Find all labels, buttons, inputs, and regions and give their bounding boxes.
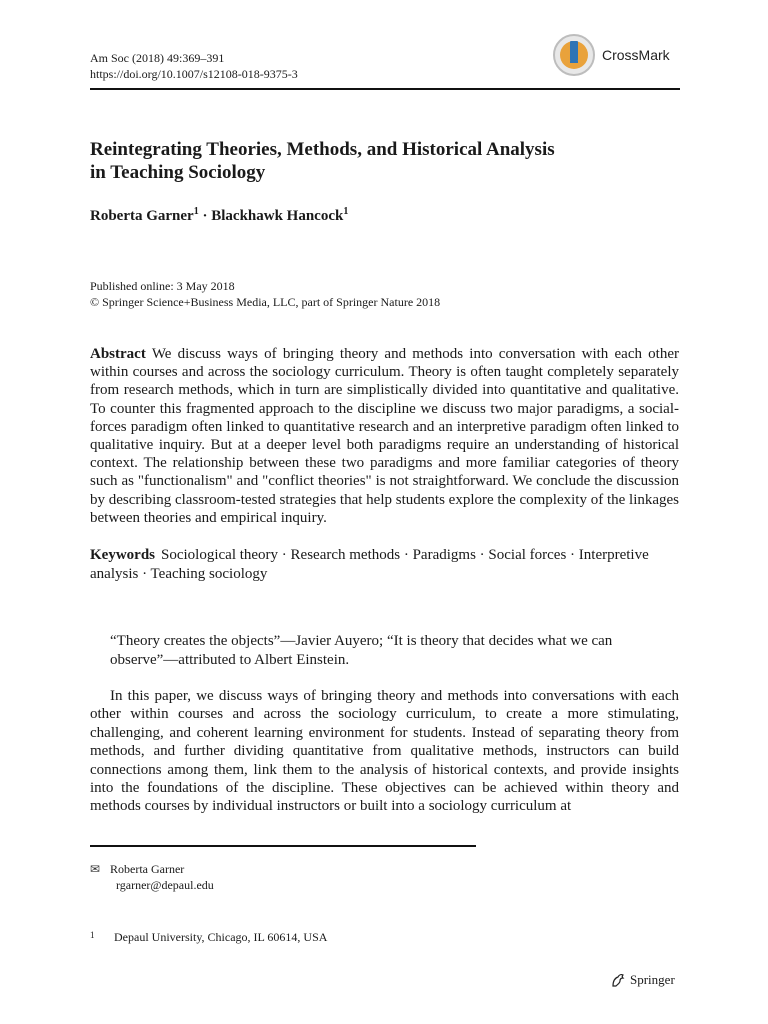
- abstract-label: Abstract: [90, 346, 146, 362]
- crossmark-badge[interactable]: [552, 33, 670, 77]
- affiliation-marker: 1: [343, 206, 349, 217]
- author-list: [90, 206, 348, 225]
- crossmark-icon: [552, 33, 596, 77]
- crossmark-label: CrossMark: [602, 47, 670, 63]
- correspondence: [90, 861, 214, 893]
- title-line-2: in Teaching Sociology: [90, 162, 266, 183]
- publication-info: [90, 278, 440, 310]
- author-name[interactable]: Roberta Garner: [90, 208, 194, 224]
- epigraph: “Theory creates the objects”—Javier Auyero; “It is theory that decides what we can observe”—attributed to Albert Einstein.: [110, 633, 613, 668]
- affiliation-text: Depaul University, Chicago, IL 60614, USA: [114, 930, 328, 944]
- running-header: [90, 50, 298, 82]
- envelope-icon: ✉: [90, 862, 101, 876]
- header-rule: [90, 88, 680, 90]
- springer-logo: [610, 972, 675, 988]
- abstract-text: We discuss ways of bringing theory and methods into conversation with each other within courses and across the sociology curriculum. Theory is often taught completely separately from research methods, which in turn are simplistically divided into quantitative and qualitative. To counter this fragmented approach to the discipline we discuss two major paradigms, a social-forces paradigm often linked to quantitative research and an interpretive paradigm often linked to qualitative inquiry. But at a deeper level both paradigms require an understanding of historical context. The relationship between these two paradigms and more familiar categories of theory such as "functionalism" and "conflict theories" is not straightforward. We conclude the discussion by describing classroom-tested strategies that help students explore the complexity of the linkages between theories and empirical inquiry.: [90, 346, 680, 526]
- affiliation: [90, 930, 327, 945]
- author-email[interactable]: rgarner@depaul.edu: [116, 878, 214, 892]
- copyright-line: © Springer Science+Business Media, LLC, part of Springer Nature 2018: [90, 295, 441, 309]
- journal-citation: Am Soc (2018) 49:369–391: [90, 51, 225, 65]
- corresponding-author: Roberta Garner: [110, 862, 185, 876]
- springer-horse-icon: [610, 972, 626, 988]
- article-title: [90, 138, 690, 184]
- published-date: Published online: 3 May 2018: [90, 279, 235, 293]
- footnote-rule: [90, 845, 476, 847]
- keywords: [90, 546, 679, 584]
- author-separator: ·: [202, 208, 208, 224]
- title-line-1: Reintegrating Theories, Methods, and Historical Analysis: [90, 139, 555, 160]
- keywords-text: Sociological theory · Research methods · Paradigms · Social forces · Interpretive analysis · Teaching sociology: [90, 547, 649, 582]
- author-name[interactable]: Blackhawk Hancock: [211, 208, 344, 224]
- affiliation-marker: 1: [193, 206, 199, 217]
- affiliation-number: 1: [90, 930, 95, 940]
- publisher-name: Springer: [630, 972, 675, 987]
- body-paragraph: In this paper, we discuss ways of bringing theory and methods into conversations with each other within courses and across the sociology curriculum, to create a more stimulating, challenging, and coherent learning environment for students. Instead of separating theory from methods, and further dividing quantitative from qualitative methods, instructors can build connections among them, link them to the analysis of historical contexts, and provide insights into the foundations of the discipline. These objectives can be achieved within theory and methods courses by individual instructors or built into a sociology curriculum at: [90, 688, 679, 815]
- keywords-label: Keywords: [90, 547, 155, 563]
- doi-link[interactable]: https://doi.org/10.1007/s12108-018-9375-3: [90, 67, 298, 81]
- abstract: [90, 345, 679, 527]
